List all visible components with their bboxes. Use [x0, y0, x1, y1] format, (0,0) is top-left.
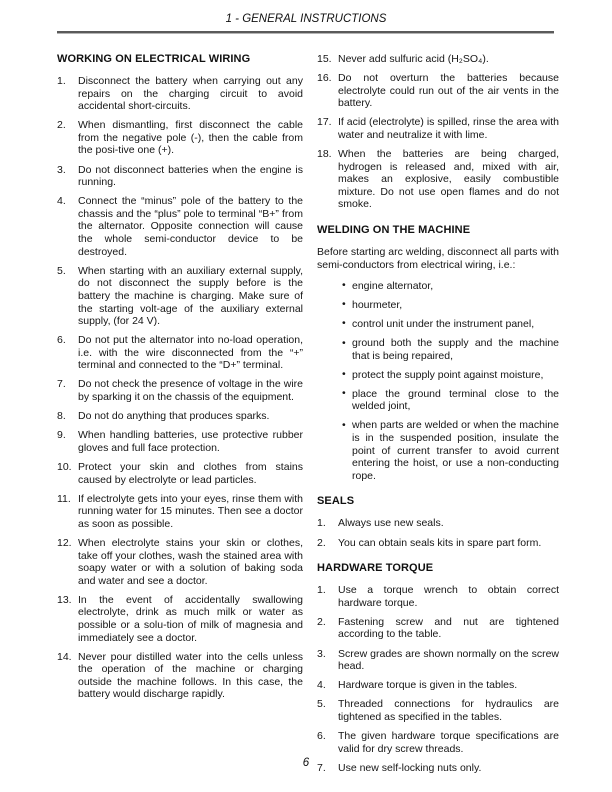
- numbered-list-item: [317, 730, 559, 755]
- bullet-list-item: [317, 369, 559, 382]
- item-number: 12.: [57, 536, 72, 549]
- numbered-list-item: [57, 429, 303, 454]
- numbered-list-item: [317, 679, 559, 692]
- item-number: 4.: [317, 679, 326, 692]
- bullet-icon: •: [342, 317, 346, 330]
- left-column: [57, 53, 303, 708]
- item-text: Do not check the presence of voltage in the wire by sparking it on the chassis of the equipment.: [78, 378, 303, 404]
- item-text: Use a torque wrench to obtain correct hardware torque.: [338, 584, 559, 609]
- bullet-text: hourmeter,: [352, 298, 403, 311]
- numbered-list-item: [57, 164, 303, 189]
- item-number: 3.: [57, 163, 66, 176]
- section-heading-electrical-wiring: WORKING ON ELECTRICAL WIRING: [57, 53, 251, 65]
- item-number: 9.: [57, 429, 66, 442]
- item-number: 11.: [57, 492, 71, 505]
- welding-bullet-list: [317, 280, 559, 483]
- item-text: Use new self-locking nuts only.: [338, 761, 482, 774]
- numbered-list-item: [317, 53, 559, 66]
- item-number: 17.: [317, 116, 332, 129]
- bullet-text: protect the supply point against moisture,: [352, 368, 544, 381]
- item-text: Hardware torque is given in the tables.: [338, 679, 518, 692]
- bullet-icon: •: [342, 418, 346, 431]
- bullet-icon: •: [342, 279, 346, 292]
- item-number: 2.: [57, 119, 66, 132]
- numbered-list-item: [57, 410, 303, 423]
- item-number: 14.: [57, 650, 72, 663]
- bullet-icon: •: [342, 336, 346, 349]
- item-text: Disconnect the battery when carrying out any repairs on the charging circuit to avoid accidental short-circuits.: [78, 75, 303, 113]
- item-text: Do not disconnect batteries when the engine is running.: [78, 163, 303, 189]
- welding-intro: Before starting arc welding, disconnect all parts with semi-conductors from electrical wiring, i.e.:: [317, 246, 559, 271]
- page-number: 6: [302, 757, 310, 769]
- item-text: When starting with an auxiliary external supply, do not disconnect the supply before is the battery the machine is charging. Make sure of the starting volt-age of the auxiliary external supply, (for 24 V).: [78, 264, 303, 328]
- item-number: 7.: [57, 378, 66, 391]
- numbered-list-item: [57, 594, 303, 644]
- numbered-list-item: [317, 616, 559, 641]
- item-number: 15.: [317, 53, 332, 65]
- numbered-list-item: [317, 116, 559, 141]
- numbered-list-item: [317, 537, 559, 550]
- numbered-list-item: [57, 119, 303, 157]
- numbered-list-item: [57, 461, 303, 486]
- item-number: 13.: [57, 593, 72, 606]
- numbered-list-item: [57, 265, 303, 328]
- item-number: 5.: [317, 698, 326, 711]
- chapter-title: 1 - GENERAL INSTRUCTIONS: [225, 13, 387, 25]
- item-text: Do not do anything that produces sparks.: [78, 410, 270, 423]
- bullet-list-item: [317, 337, 559, 362]
- bullet-icon: •: [342, 387, 346, 400]
- bullet-icon: •: [342, 298, 346, 311]
- seals-list: [317, 517, 559, 549]
- item-number: 1.: [57, 75, 66, 87]
- numbered-list-item: [57, 334, 303, 372]
- item-text: Always use new seals.: [338, 517, 444, 530]
- numbered-list-item: [317, 584, 559, 609]
- item-text: Threaded connections for hydraulics are tightened as specified in the tables.: [338, 698, 559, 723]
- bullet-text: control unit under the instrument panel,: [352, 317, 535, 330]
- bullet-list-item: [317, 388, 559, 413]
- item-number: 16.: [317, 72, 332, 85]
- item-text: The given hardware torque specifications are valid for dry screw threads.: [338, 729, 559, 755]
- item-number: 5.: [57, 264, 66, 277]
- item-text: If electrolyte gets into your eyes, rinse them with running water for 15 minutes. Then see a doctor as soon as possible.: [78, 492, 303, 530]
- page-header: [0, 13, 612, 25]
- numbered-list-item: [57, 651, 303, 701]
- item-text: Never add sulfuric acid (H₂SO₄).: [338, 53, 489, 65]
- item-number: 6.: [317, 729, 326, 742]
- item-text: Never pour distilled water into the cells unless the operation of the machine or charging outside the machine follows. In this case, the battery would discharge rapidly.: [78, 650, 303, 701]
- hardware-torque-list: [317, 584, 559, 774]
- battery-continued-list: [317, 53, 559, 211]
- header-rule: [57, 31, 554, 34]
- item-number: 2.: [317, 615, 326, 628]
- page-footer: [0, 757, 612, 769]
- numbered-list-item: [317, 72, 559, 110]
- numbered-list-item: [57, 537, 303, 587]
- section-heading-hardware-torque: HARDWARE TORQUE: [317, 562, 434, 575]
- numbered-list-item: [317, 648, 559, 673]
- numbered-list-item: [317, 148, 559, 211]
- item-number: 7.: [317, 761, 326, 774]
- item-text: When handling batteries, use protective rubber gloves and full face protection.: [78, 429, 303, 454]
- item-number: 4.: [57, 195, 66, 208]
- numbered-list-item: [57, 75, 303, 113]
- item-number: 8.: [57, 410, 66, 423]
- item-text: When electrolyte stains your skin or clothes, take off your clothes, wash the stained area with soapy water or with a solution of baking soda and water and see a doctor.: [78, 536, 303, 587]
- item-number: 10.: [57, 460, 72, 473]
- item-number: 3.: [317, 647, 326, 660]
- item-text: Do not put the alternator into no-load operation, i.e. with the wire disconnected from the “+” terminal and connected to the “D+” terminal.: [78, 334, 303, 372]
- numbered-list-item: [57, 195, 303, 258]
- right-column: [317, 53, 559, 781]
- bullet-text: place the ground terminal close to the welded joint,: [352, 387, 559, 413]
- numbered-list-item: [57, 493, 303, 531]
- bullet-text: engine alternator,: [352, 279, 434, 292]
- item-text: You can obtain seals kits in spare part form.: [338, 536, 542, 549]
- section-heading-seals: SEALS: [317, 495, 355, 508]
- item-text: Connect the “minus” pole of the battery to the chassis and the “plus” pole to terminal “B+” from the alternator. Opposite connection will cause the whole semi-conductor device to be destroyed.: [78, 195, 303, 258]
- item-number: 6.: [57, 334, 66, 347]
- item-text: When the batteries are being charged, hydrogen is released and, mixed with air, makes an explosive, easily combustible mixture. Do not use open flames and do not smoke.: [338, 148, 559, 211]
- bullet-list-item: [317, 299, 559, 312]
- item-number: 2.: [317, 536, 326, 549]
- numbered-list-item: [317, 698, 559, 723]
- item-text: In the event of accidentally swallowing electrolyte, drink as much milk or water as possible or a solu-tion of milk of magnesia and immediately see a doctor.: [78, 593, 303, 644]
- item-text: Do not overturn the batteries because electrolyte could run out of the air vents in the battery.: [338, 72, 559, 110]
- bullet-list-item: [317, 419, 559, 482]
- section-heading-welding: WELDING ON THE MACHINE: [317, 224, 471, 237]
- item-number: 1.: [317, 584, 326, 597]
- bullet-list-item: [317, 280, 559, 293]
- item-number: 1.: [317, 517, 326, 530]
- item-number: 18.: [317, 148, 332, 161]
- electrical-wiring-list: [57, 75, 303, 701]
- item-text: If acid (electrolyte) is spilled, rinse the area with water and neutralize it with lime.: [338, 116, 559, 141]
- bullet-icon: •: [342, 368, 346, 381]
- bullet-text: when parts are welded or when the machine is in the suspended position, insulate the point of current transfer to avoid current entering the hoist, or use a non-conducting rope.: [352, 419, 559, 482]
- numbered-list-item: [317, 517, 559, 530]
- item-text: Fastening screw and nut are tightened according to the table.: [338, 615, 559, 641]
- item-text: Screw grades are shown normally on the screw head.: [338, 647, 559, 673]
- bullet-text: ground both the supply and the machine that is being repaired,: [352, 337, 559, 362]
- numbered-list-item: [57, 378, 303, 403]
- item-text: Protect your skin and clothes from stains caused by electrolyte or lead particles.: [78, 460, 303, 486]
- item-text: When dismantling, first disconnect the cable from the negative pole (-), then the cable from the posi-tive one (+).: [78, 119, 303, 157]
- bullet-list-item: [317, 318, 559, 331]
